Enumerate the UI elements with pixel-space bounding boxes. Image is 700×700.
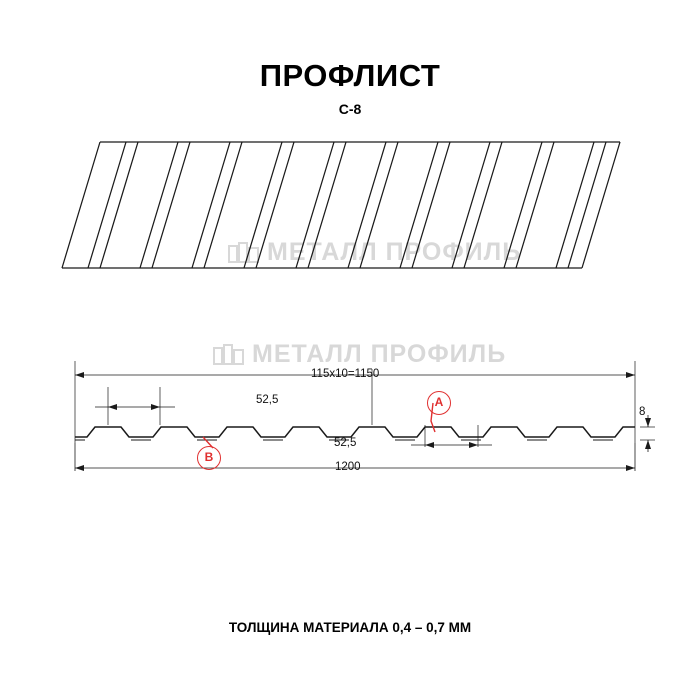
product-model: С-8 xyxy=(338,101,362,117)
dimension-height: 8 xyxy=(639,406,646,418)
dimension-pitch-lower: 52,5 xyxy=(334,437,357,449)
dimension-total-width: 1200 xyxy=(335,461,361,473)
dimension-top-span: 115х10=1150 xyxy=(311,368,380,380)
watermark-top-text: МЕТАЛЛ ПРОФИЛЬ xyxy=(267,238,522,266)
dimension-pitch-upper: 52,5 xyxy=(256,394,279,406)
isometric-sheet-drawing xyxy=(60,140,640,295)
page-title: ПРОФЛИСТ xyxy=(259,58,441,93)
callout-a: A xyxy=(427,391,451,415)
watermark-bottom-text: МЕТАЛЛ ПРОФИЛЬ xyxy=(252,340,507,368)
callout-b: B xyxy=(197,446,221,470)
material-thickness-note: ТОЛЩИНА МАТЕРИАЛА 0,4 – 0,7 ММ xyxy=(228,620,472,635)
